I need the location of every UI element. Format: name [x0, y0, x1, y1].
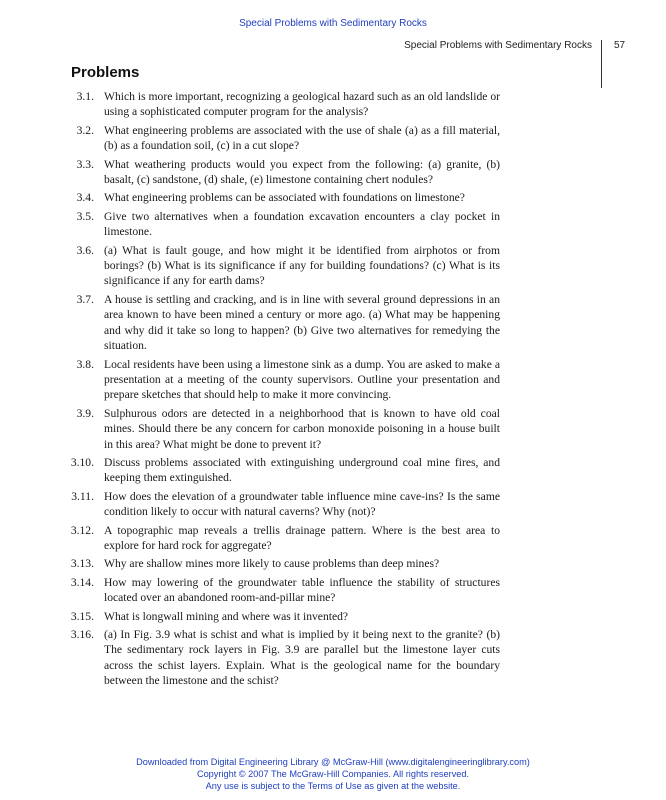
problem-item — [60, 357, 500, 403]
problem-number: 3.14. — [70, 575, 94, 589]
problem-text: Sulphurous odors are detected in a neighborhood that is known to have old coal mines. Should there be any concern for carbon monoxide poisoning in a house built in this area? What might be done to prevent it? — [104, 406, 500, 451]
problem-text: A house is settling and cracking, and is in line with several ground depressions in an area known to have been mined a century or more ago. (a) What may be happening and why did it take so long to happen? (b) Give two alternatives for remedying the situation. — [104, 292, 500, 353]
problem-text: How does the elevation of a groundwater table influence mine cave-ins? Is the same condition likely to occur with natural caverns? Why (not)? — [104, 489, 500, 519]
problem-item — [60, 556, 500, 571]
problem-item — [60, 575, 500, 606]
problem-item — [60, 523, 500, 554]
problem-text: Why are shallow mines more likely to cause problems than deep mines? — [104, 557, 440, 571]
problem-text: Give two alternatives when a foundation excavation encounters a clay pocket in limestone. — [104, 209, 500, 239]
problem-number: 3.15. — [70, 609, 94, 623]
problem-text: How may lowering of the groundwater table influence the stability of structures located over an abandoned room-and-pillar mine? — [104, 575, 500, 605]
problem-item — [60, 292, 500, 354]
problem-list — [60, 89, 500, 692]
footer — [0, 756, 666, 792]
footer-copyright: Copyright © 2007 The McGraw-Hill Companies. All rights reserved. — [196, 769, 470, 779]
problem-number: 3.2. — [76, 123, 94, 137]
header-link[interactable]: Special Problems with Sedimentary Rocks — [239, 18, 427, 29]
problem-number: 3.8. — [76, 357, 94, 371]
problem-item — [60, 157, 500, 188]
page-number: 57 — [614, 40, 626, 51]
problem-item — [60, 609, 500, 624]
problem-item — [60, 209, 500, 240]
problem-item — [60, 123, 500, 154]
problem-text: What engineering problems are associated with the use of shale (a) as a fill material, (b) as a foundation soil, (c) in a cut slope? — [104, 123, 500, 153]
problem-number: 3.12. — [70, 523, 94, 537]
problem-number: 3.6. — [76, 243, 94, 257]
problem-number: 3.1. — [76, 90, 94, 103]
problem-text: Which is more important, recognizing a geological hazard such as an old landslide or using a sophisticated computer program for the analysis? — [104, 90, 500, 119]
problem-number: 3.4. — [76, 191, 94, 205]
problem-item — [60, 455, 500, 486]
problem-item — [60, 243, 500, 289]
problem-item — [60, 406, 500, 452]
problem-text: What engineering problems can be associated with foundations on limestone? — [104, 191, 465, 205]
problem-text: Local residents have been using a limestone sink as a dump. You are asked to make a presentation at a meeting of the county supervisors. Outline your presentation and prepare sketches that should help to make it more convincing. — [104, 357, 500, 402]
problem-number: 3.7. — [76, 292, 94, 306]
problem-text: (a) In Fig. 3.9 what is schist and what is implied by it being next to the granite? (b) The sedimentary rock layers in Fig. 3.9 are parallel but the limestone layer cuts across the schist layers. Explain. What is the geological name for the boundary between the limestone and the schist? — [104, 628, 500, 688]
problem-number: 3.5. — [76, 209, 94, 223]
running-head — [0, 40, 666, 54]
running-head-title: Special Problems with Sedimentary Rocks — [404, 40, 592, 51]
problem-number: 3.13. — [70, 557, 94, 571]
problem-item — [60, 89, 500, 120]
problem-item — [60, 627, 500, 689]
footer-terms: Any use is subject to the Terms of Use as given at the website. — [205, 781, 461, 791]
problem-item — [60, 489, 500, 520]
footer-download-link[interactable]: Downloaded from Digital Engineering Library @ McGraw-Hill (www.digitalengineeringlibrary.com) — [136, 757, 530, 767]
problem-text: What is longwall mining and where was it invented? — [104, 609, 349, 623]
problem-text: A topographic map reveals a trellis drainage pattern. Where is the best area to explore for hard rock for aggregate? — [104, 523, 500, 552]
problem-number: 3.9. — [76, 406, 94, 420]
problem-text: What weathering products would you expect from the following: (a) granite, (b) basalt, (c) sandstone, (d) shale, (e) limestone containing chert nodules? — [104, 157, 500, 187]
problem-text: Discuss problems associated with extinguishing underground coal mine fires, and keeping them extinguished. — [104, 455, 500, 485]
problem-number: 3.11. — [71, 489, 94, 503]
problem-number: 3.16. — [70, 628, 94, 641]
problem-text: (a) What is fault gouge, and how might it be identified from airphotos or from borings? (b) What is its significance if any for building foundations? (c) What is its significance if any for earth dams? — [104, 243, 500, 288]
header-divider — [601, 40, 602, 88]
problem-number: 3.3. — [76, 157, 94, 171]
section-heading: Problems — [71, 64, 140, 81]
problem-number: 3.10. — [70, 455, 94, 469]
problem-item — [60, 190, 500, 205]
